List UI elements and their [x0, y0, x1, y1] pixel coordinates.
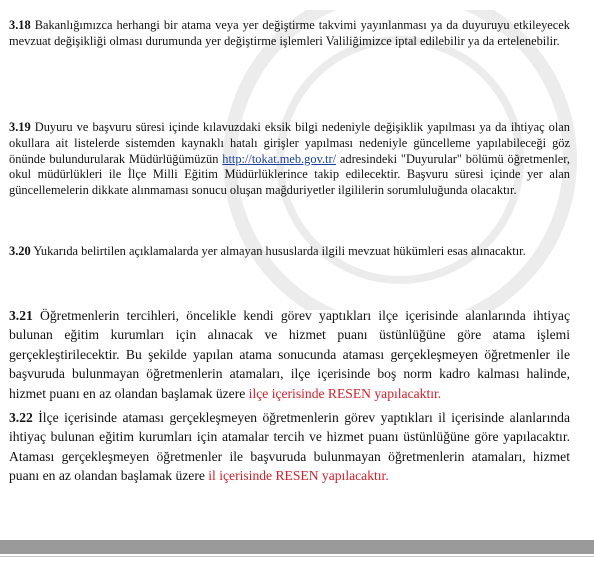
paragraph-3-19: [9, 120, 570, 198]
highlighted-text: ilçe içerisinde RESEN yapılacaktır.: [248, 385, 442, 401]
paragraph-number: 3.22: [9, 409, 33, 425]
paragraph-3-22: [9, 408, 570, 486]
paragraph-3-20: [9, 244, 570, 260]
paragraph-text: Öğretmenlerin tercihleri, öncelikle kendi görev yaptıkları ilçe içerisinde alanlarında ihtiyaç bulunan eğitim kurumları için alınacak ve hizmet puanı üstünlüğüne göre atama işlemi gerçekleştirilecektir. Bu şekilde yapılan atama sonucunda ataması gerçekleşmeyen öğretmenler ile başvuruda bulunmayan öğretmenlerin atamaları, ilçe içerisinde boş norm kadro kalması halinde, hizmet puanı en az olandan başlamak üzere: [9, 307, 570, 401]
highlighted-text: il içerisinde RESEN yapılacaktır.: [208, 468, 389, 484]
paragraph-3-21: [9, 306, 570, 404]
paragraph-number: 3.21: [9, 307, 33, 323]
paragraph-number: 3.19: [9, 120, 31, 135]
page-footer-bar: [0, 540, 594, 554]
paragraph-3-18: [9, 18, 570, 49]
paragraph-text: Yukarıda belirtilen açıklamalarda yer almayan hususlarda ilgili mevzuat hükümleri esas alınacaktır.: [30, 244, 526, 259]
paragraph-text-continued: adresindeki "Duyurular" bölümü öğretmenler, okul müdürlükleri ile İlçe Milli Eğitim Müdürlüklerince takip edilecektir. Başvuru süresi içinde yer alan güncellemelerin dikkate alınmaması sonucu oluşan mağduriyetler ilgililerin sorumluluğunda olacaktır.: [9, 151, 570, 197]
website-link[interactable]: http://tokat.meb.gov.tr/: [222, 151, 337, 166]
paragraph-text: Bakanlığımızca herhangi bir atama veya yer değiştirme takvimi yayınlanması ya da duyuruyu etkileyecek mevzuat değişikliği olması durumunda yer değiştirme işlemleri Valiliğimizce iptal edilebilir ya da ertelenebilir.: [9, 18, 570, 48]
page-footer-divider: [0, 556, 594, 557]
paragraph-number: 3.20: [9, 244, 31, 259]
paragraph-number: 3.18: [9, 18, 31, 33]
paragraph-text: Duyuru ve başvuru süresi içinde kılavuzdaki eksik bilgi nedeniyle değişiklik yapılması ya da ihtiyaç olan okullara ait listelerde sistemden kaynaklı hatalı girişler yapılması nedeniyle güncelleme yapılabileceği göz önünde bulundurularak Müdürlüğümüzün: [9, 120, 570, 166]
paragraph-text: İlçe içerisinde ataması gerçekleşmeyen öğretmenlerin görev yaptıkları il içerisinde alanlarında ihtiyaç bulunan eğitim kurumları için atamalar tercih ve hizmet puanı üstünlüğüne göre yapılacaktır. Ataması gerçekleşmeyen öğretmenler ile başvuruda bulunmayan öğretmenlerin atamaları, hizmet puanı en az olandan başlamak üzere: [9, 409, 570, 484]
